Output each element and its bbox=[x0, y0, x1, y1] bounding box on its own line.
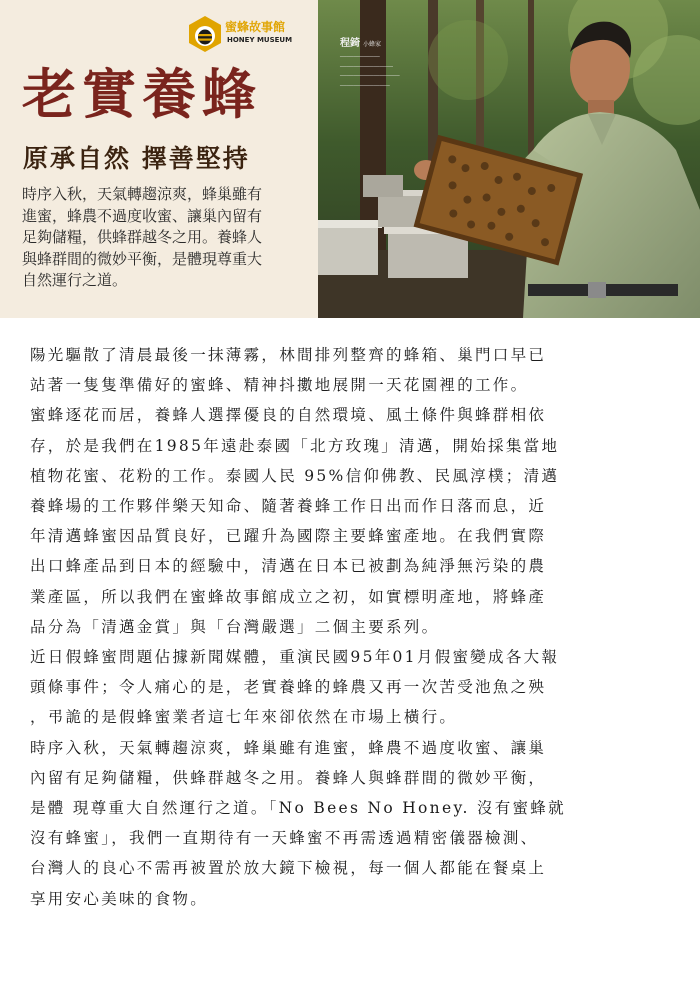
article-paragraph-3: 近日假蜂蜜問題佔據新聞媒體，重演民國95年01月假蜜變成各大報 頭條事件；令人痛心的是，老實養蜂的蜂農又再一次苦受池魚之殃 ，弔詭的是假蜂蜜業者這七年來卻依然在市場上橫行。 bbox=[30, 648, 560, 727]
caption-name: 程錡 小蜂家 bbox=[340, 38, 382, 49]
article-paragraph-1: 陽光驅散了清晨最後一抹薄霧，林間排列整齊的蜂箱、巢門口早已 站著一隻隻準備好的蜜蜂、精神抖擻地展開一天花園裡的工作。 bbox=[30, 346, 547, 395]
article-body bbox=[30, 340, 680, 914]
article-paragraph-2: 蜜蜂逐花而居，養蜂人選擇優良的自然環境、風土條件與蜂群相依 存，於是我們在1985年遠赴泰國「北方玫瑰」清邁，開始採集當地 植物花蜜、花粉的工作。泰國人民 95%信仰佛教、民風淳樸；清邁 養蜂場的工作夥伴樂天知命、隨著養蜂工作日出而作日落而息，近 年清邁蜂蜜因品質良好，已躍升為國際主要蜂蜜產地。在我們實際 出口蜂產品到日本的經驗中，清邁在日本已被劃為純淨無污染的農 業產區，所以我們在蜜蜂故事館成立之初，如實標明產地，將蜂產 品分為「清邁金賞」與「台灣嚴選」二個主要系列。 bbox=[30, 406, 560, 636]
header-text-panel bbox=[0, 0, 318, 318]
bee-logo-icon bbox=[185, 14, 225, 54]
honey-museum-logo bbox=[185, 14, 300, 54]
caption-details: ──────────── ──────────────── ────────────────── ─────────────── bbox=[340, 54, 400, 89]
intro-paragraph: 時序入秋，天氣轉趨涼爽，蜂巢雖有 進蜜，蜂農不過度收蜜、讓巢內留有 足夠儲糧，供蜂群越冬之用。養蜂人 與蜂群間的微妙平衡，是體現尊重大 自然運行之道。 bbox=[22, 185, 263, 289]
caption-role: 小蜂家 bbox=[363, 41, 382, 48]
article-paragraph-4: 時序入秋，天氣轉趨涼爽，蜂巢雖有進蜜，蜂農不過度收蜜、讓巢 內留有足夠儲糧，供蜂群越冬之用。養蜂人與蜂群間的微妙平衡， 是體 現尊重大自然運行之道。「No Bees No Honey. 沒有蜜蜂就 沒有蜂蜜」，我們一直期待有一天蜂蜜不再需透過精密儀器檢測、 台灣人的良心不需再被置於放大鏡下檢視，每一個人都能在餐桌上 享用安心美味的食物。 bbox=[30, 738, 566, 908]
logo-name-en: HONEY MUSEUM bbox=[227, 36, 293, 44]
logo-name-cn: 蜜蜂故事館 bbox=[225, 20, 286, 34]
photo-caption bbox=[340, 34, 400, 91]
page-subtitle: 原承自然 擇善堅持 bbox=[23, 144, 250, 173]
header-banner bbox=[0, 0, 700, 318]
page-title: 老實養蜂 bbox=[22, 62, 262, 126]
